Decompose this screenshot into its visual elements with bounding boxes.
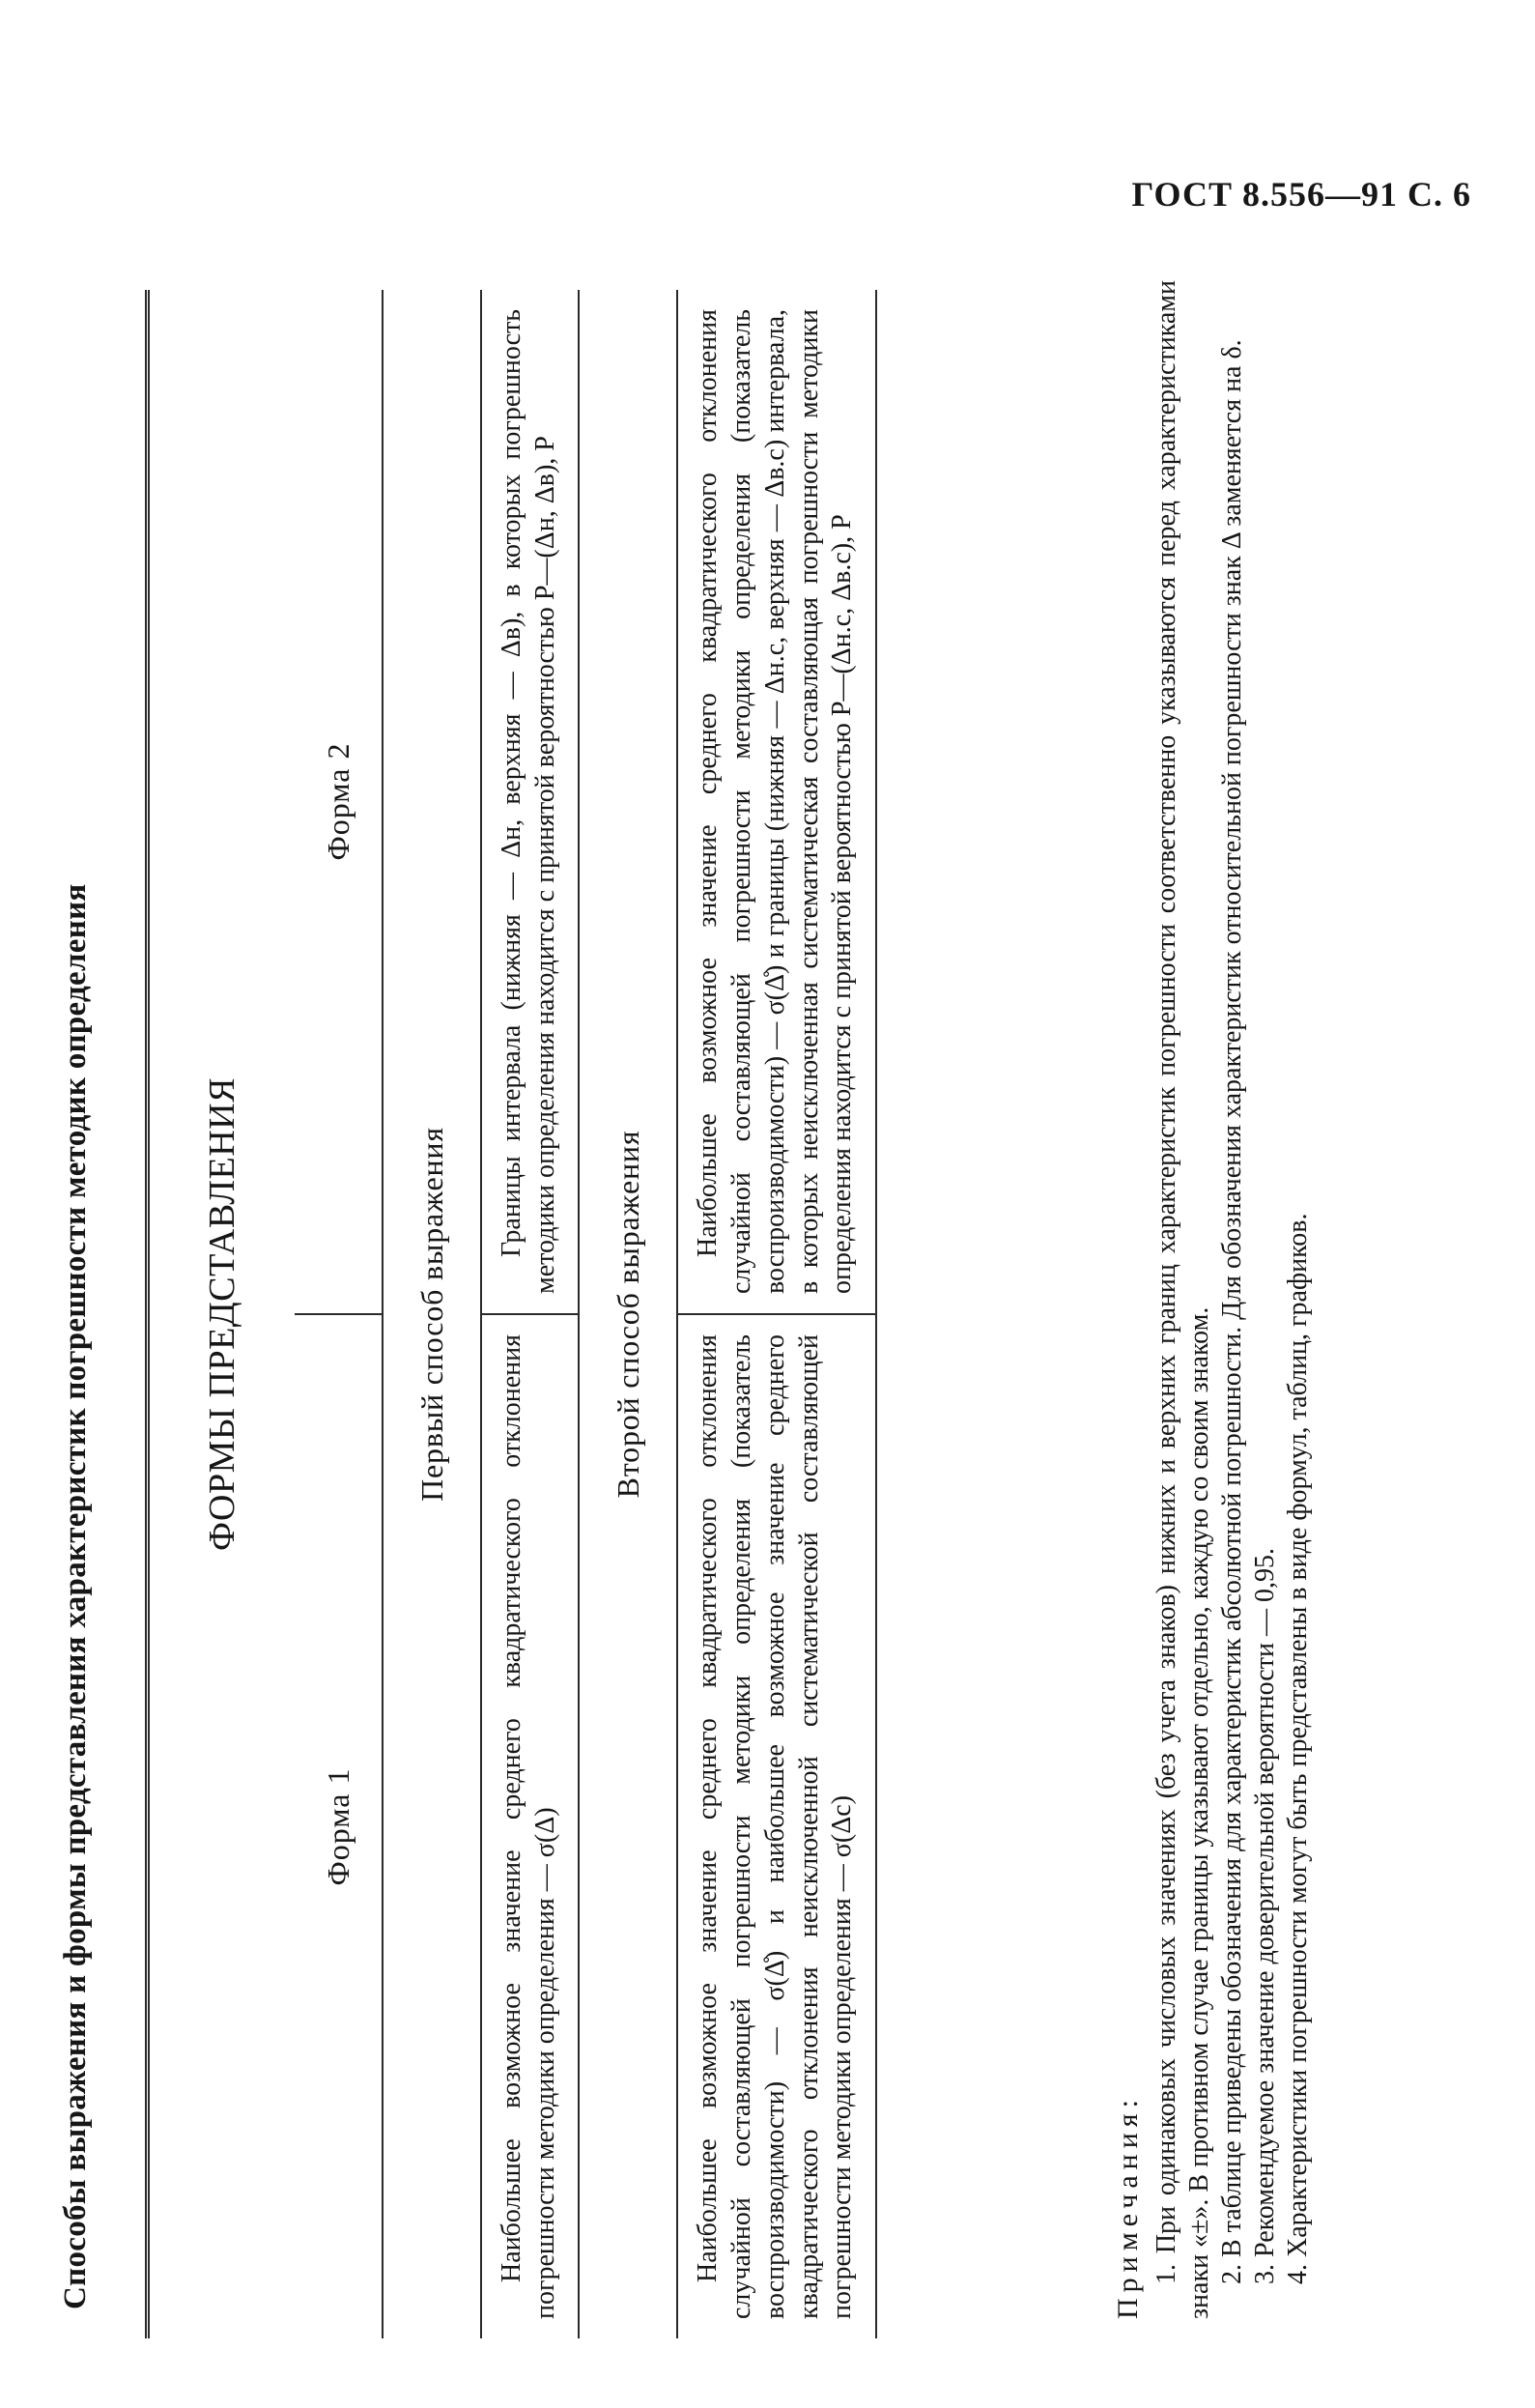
notes-block <box>1111 280 1315 2319</box>
table-title: Способы выражения и формы представления характеристик погрешности методик определения <box>58 883 93 2309</box>
note-item: 4. Характеристики погрешности могут быть представлены в виде формул, таблиц, графиков. <box>1283 1213 1314 2284</box>
column-headers <box>295 290 382 2338</box>
second-method-form-2: Наибольшее возможное значение среднего квадратического отклонения случайной составляющей погрешности методики определения (показатель воспроизводимости) — σ(Δ̊) и границы (нижняя — Δн.с, верхняя — Δв.с) интервала, в которых неисключенная систематическая составляющая погрешности методики определения находится с принятой вероятностью P—(Δн.с, Δв.с), P <box>693 309 858 1294</box>
page-header-gost: ГОСТ 8.556—91 С. 6 <box>1131 175 1471 214</box>
column-header-form-1: Форма 1 <box>295 1313 382 2338</box>
table-row <box>482 290 578 2338</box>
column-header-form-2: Форма 2 <box>320 742 355 861</box>
first-method-form-1: Наибольшее возможное значение среднего квадратического отклонения погрешности методики определения — σ(Δ) <box>482 1313 578 2338</box>
note-item: 1. При одинаковых числовых значениях (без учета знаков) нижних и верхних границ характеристик погрешности соответственно указываются перед характеристиками знаки «±». В противном случае границы указывают отдельно, каждую со своим знаком. <box>1151 280 1214 2319</box>
section-caption-second-method: Второй способ выражения <box>610 1130 645 1499</box>
table-caption: ФОРМЫ ПРЕДСТАВЛЕНИЯ <box>202 1077 242 1551</box>
note-item: 2. В таблице приведены обозначения для характеристик абсолютной погрешности. Для обозначения характеристик относительной погрешности знак Δ заменяется на δ. <box>1216 339 1247 2284</box>
notes-title: Примечания: <box>1112 2094 1144 2319</box>
section-caption-first-method: Первый способ выражения <box>413 1127 449 1502</box>
table-bottom-rule <box>875 290 877 2338</box>
second-method-form-1: Наибольшее возможное значение среднего квадратического отклонения случайной составляющей погрешности методики определения (показатель воспроизводимости) — σ(Δ̊) и наибольшее возможное значение среднего квадратического отклонения неисключенной систематической составляющей погрешности методики определения — σ(Δс) <box>678 1313 875 2338</box>
note-item: 3. Рекомендуемое значение доверительной вероятности — 0,95. <box>1250 1548 1281 2284</box>
table-row <box>678 290 875 2338</box>
first-method-form-2: Границы интервала (нижняя — Δн, верхняя — Δв), в которых погрешность методики определения находится с принятой вероятностью P—(Δн, Δв), P <box>497 309 560 1294</box>
rotated-page-content <box>58 232 1430 2338</box>
forms-table <box>145 290 877 2338</box>
